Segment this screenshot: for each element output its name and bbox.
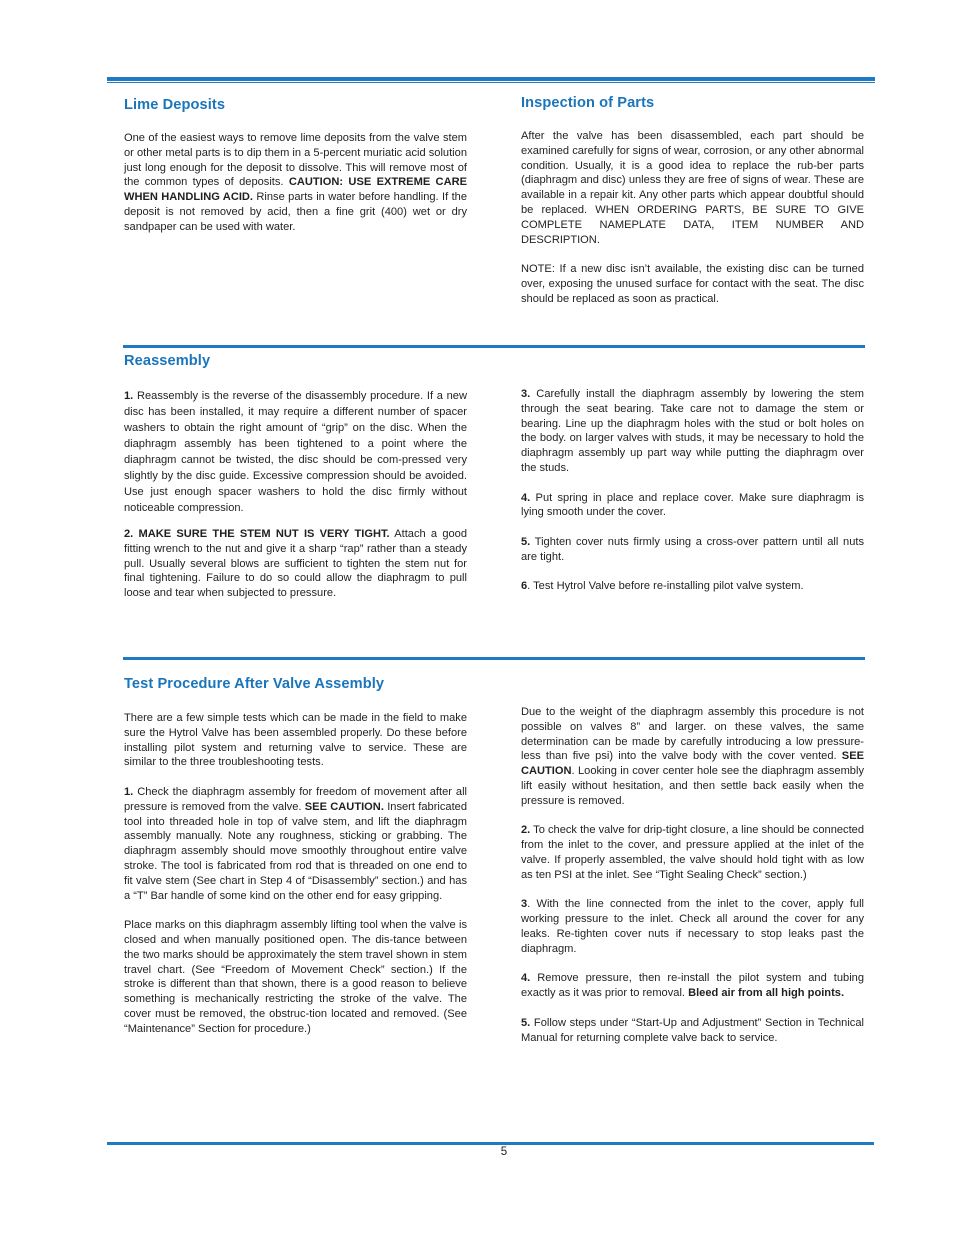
heading-reassembly: Reassembly [124, 353, 211, 369]
test-left-column [124, 711, 467, 1051]
heading-test-procedure: Test Procedure After Valve Assembly [124, 676, 385, 692]
reassembly-step-1: 1. Reassembly is the reverse of the disassembly procedure. If a new disc has been installed, it may require a different number of spacer washers to obtain the right amount of “grip” on the disc. When the diaphragm assembly has been tightened to a point where the diaphragm cannot be twisted, the disc should be com-pressed very slightly by the disc guide. Excessive compression should be avoided. Use just enough spacer washers to hold the disc firmly without noticeable compression. [124, 390, 467, 514]
reassembly-step-5: 5. Tighten cover nuts firmly using a cross-over pattern until all nuts are tight. [521, 535, 864, 563]
reassembly-step-6: 6. Test Hytrol Valve before re-installing pilot valve system. [521, 580, 804, 593]
test-step-4: 4. Remove pressure, then re-install the pilot system and tubing exactly as it was prior to removal. Bleed air from all high points. [521, 972, 864, 1000]
reassembly-left-column [124, 388, 467, 616]
inspection-body [521, 129, 864, 321]
reassembly-step-2: 2. MAKE SURE THE STEM NUT IS VERY TIGHT. Attach a good fitting wrench to the nut and give it a sharp “rap” rather than a steady pull. Usually several blows are sufficient to tighten the stem nut for final tightening. Failure to do so could allow the diaphragm to pull loose and tear when subjected to pressure. [124, 528, 468, 600]
section-rule-test [123, 657, 865, 660]
bottom-rule [107, 1142, 874, 1145]
test-step-5: 5. Follow steps under “Start-Up and Adjustment” Section in Technical Manual for returning complete valve back to service. [521, 1016, 864, 1044]
test-step-1: 1. Check the diaphragm assembly for freedom of movement after all pressure is removed from the valve. SEE CAUTION. Insert fabricated tool into threaded hole in top of valve stem, and lift the diaphragm assembly manually. Note any roughness, sticking or grabbing. The diaphragm assembly should move smoothly throughout entire valve stroke. The tool is fabricated from rod that is threaded on one end to fit valve stem (See chart in Step 4 of “Disassembly” section.) and has a “T” Bar handle of some kind on the other end for easy gripping. [124, 785, 467, 902]
inspection-note: NOTE: If a new disc isn’t available, the existing disc can be turned over, exposing the unused surface for contact with the seat. The disc should be replaced as soon as practical. [521, 263, 864, 305]
test-intro: There are a few simple tests which can be made in the field to make sure the Hytrol Valve has been assembled properly. Do these before installing pilot system and returning valve to service. These are similar to the three troubleshooting tests. [124, 712, 467, 769]
reassembly-step-4: 4. Put spring in place and replace cover. Make sure diaphragm is lying smooth under the cover. [521, 491, 864, 519]
section-rule-reassembly [123, 345, 865, 348]
reassembly-right-column [521, 387, 864, 609]
test-weight-paragraph: Due to the weight of the diaphragm assembly this procedure is not possible on valves 8” and larger. on these valves, the same determination can be made by carefully introducing a low pressure-less than five psi) into the valve body with the cover vented. SEE CAUTION. Looking in cover center hole see the diaphragm assembly lift easily without hesitation, and then settle back easily when the pressure is removed. [521, 706, 864, 807]
page-number: 5 [500, 1146, 508, 1158]
top-rule [107, 77, 875, 81]
reassembly-step-3: 3. Carefully install the diaphragm assembly by lowering the stem through the seat bearing. Take care not to damage the stem or bearing. Line up the diaphragm holes with the stud or bolt holes on the body. on larger valves with studs, it may be necessary to hold the diaphragm assembly up part way while putting the diaphragm over the studs. [521, 388, 864, 474]
lime-paragraph: One of the easiest ways to remove lime deposits from the valve stem or other metal parts is to dip them in a 5-percent muriatic acid solution just long enough for the deposit to dissolve. This will remove most of the common types of deposits. CAUTION: USE EXTREME CARE WHEN HANDLING ACID. Rinse parts in water before handling. If the deposit is not removed by acid, then a fine grit (400) wet or dry sandpaper can be used with water. [124, 132, 467, 233]
test-step-3: 3. With the line connected from the inlet to the cover, apply full working pressure to the inlet. Check all around the cover for any leaks. Re-tighten cover nuts if necessary to stop leaks past the diaphragm. [521, 898, 864, 955]
heading-lime-deposits: Lime Deposits [124, 97, 226, 113]
test-marks-paragraph: Place marks on this diaphragm assembly lifting tool when the valve is closed and when manually positioned open. The dis-tance between the two marks should be approximately the stem travel shown in stem travel chart. (See “Freedom of Movement Check” section.) If the stroke is different than that shown, there is a good reason to believe something is mechanically restricting the stroke of the valve. The cover must be removed, the obstruc-tion located and removed. (See “Maintenance” Section for procedure.) [124, 919, 467, 1035]
lime-deposits-body [124, 131, 467, 249]
heading-inspection-of-parts: Inspection of Parts [521, 95, 655, 111]
test-step-2: 2. To check the valve for drip-tight closure, a line should be connected from the inlet to the cover, and pressure applied at the inlet of the valve. If properly assembled, the valve should hold tight with as low as ten PSI at the inlet. See “Tight Sealing Check” section.) [521, 824, 864, 881]
test-right-column [521, 705, 864, 1060]
inspection-paragraph: After the valve has been disassembled, each part should be examined carefully for signs of wear, corrosion, or any other abnormal condition. Usually, it is a good idea to replace the rub-ber parts (diaphragm and disc) unless they are free of signs of wear. These are available in a repair kit. Any other parts which appear doubtful should be replaced. WHEN ORDERING PARTS, BE SURE TO GIVE COMPLETE NAMEPLATE DATA, ITEM NUMBER AND DESCRIPTION. [521, 130, 864, 246]
top-rule-thin [107, 82, 875, 83]
